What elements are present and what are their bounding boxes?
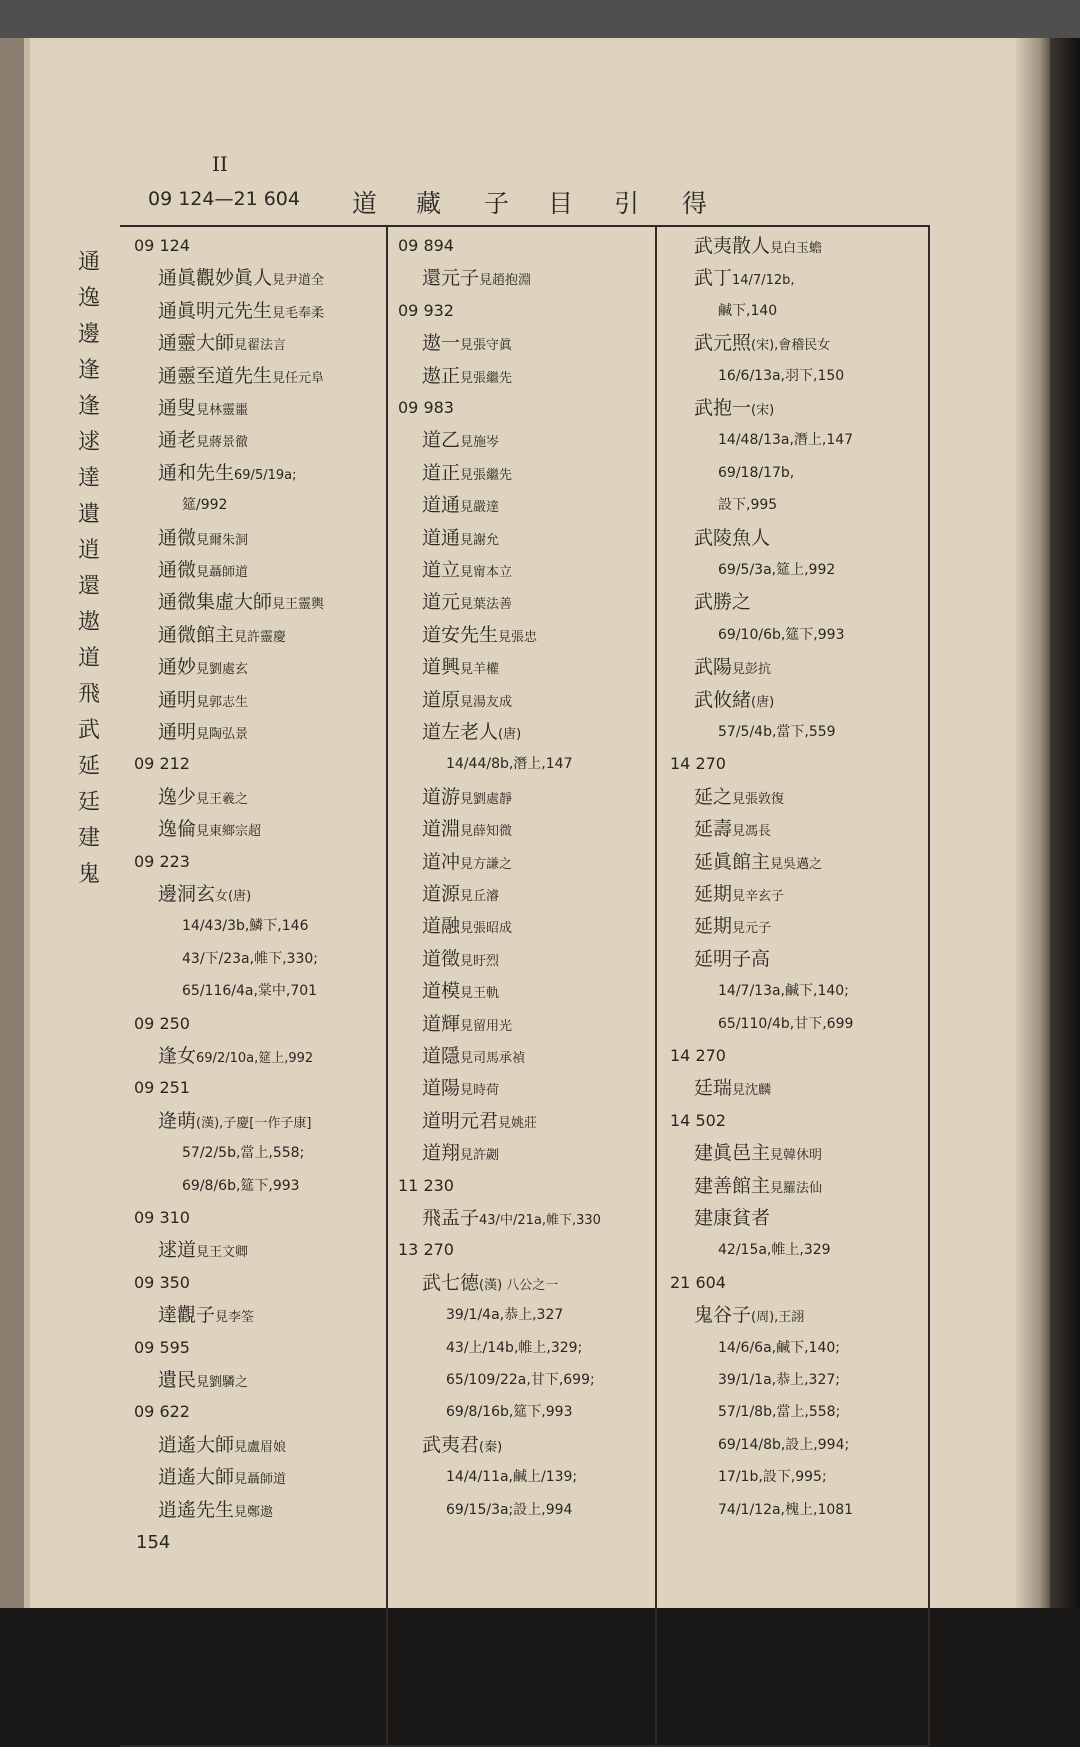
name-entry <box>422 1074 499 1102</box>
page-left-edge-inner <box>24 38 30 1608</box>
entry-name: 逍遙大師 <box>158 1433 235 1456</box>
entry-name: 延明子高 <box>694 947 771 970</box>
entry-note: (漢),子慶[一作子康] <box>196 1115 312 1131</box>
entry-name: 逍遙大師 <box>158 1466 235 1489</box>
reference-line: 42/15a,帷上,329 <box>718 1242 831 1259</box>
entry-name: 邊洞玄 <box>158 883 216 905</box>
entry-note: 69/5/19a; <box>234 467 297 483</box>
entry-name: 鬼谷子 <box>694 1304 752 1327</box>
entry-note: 見王軌 <box>460 986 500 1002</box>
name-entry <box>694 783 784 811</box>
entry-note: 見羅法仙 <box>770 1180 823 1196</box>
entry-note: 見陶弘景 <box>196 727 249 742</box>
name-entry <box>422 491 499 519</box>
name-entry <box>422 362 512 390</box>
entry-name: 通眞明元先生 <box>158 299 273 322</box>
reference-line: 69/8/6b,筵下,993 <box>182 1177 300 1194</box>
entry-note: 見盱烈 <box>460 953 500 969</box>
index-char: 逢 <box>77 358 100 383</box>
name-entry <box>422 329 512 357</box>
name-entry <box>158 264 324 292</box>
entry-note: 見張繼先 <box>460 467 513 483</box>
entry-note: 見聶師道 <box>196 565 249 580</box>
title-char: 道 <box>352 189 378 218</box>
name-entry <box>158 1236 248 1264</box>
entry-note: 見郭志生 <box>196 694 249 710</box>
frame-right-rule <box>928 225 930 1747</box>
name-entry <box>158 880 251 908</box>
name-entry <box>422 880 499 908</box>
entry-note: 見馮長 <box>732 824 772 840</box>
page-number: 154 <box>136 1532 171 1553</box>
page-gutter-shade <box>1016 38 1050 1608</box>
entry-name: 道安先生 <box>422 623 499 646</box>
reference-line: 57/2/5b,當上,558; <box>182 1145 305 1162</box>
name-entry <box>694 653 771 681</box>
entry-name: 道乙 <box>422 429 461 452</box>
reference-line: 69/14/8b,設上,994; <box>718 1436 850 1453</box>
code-heading: 13 270 <box>398 1240 454 1260</box>
name-entry <box>694 912 771 940</box>
entry-note: 見張昭成 <box>460 921 513 937</box>
entry-note: 見蔣景徹 <box>196 435 249 451</box>
name-entry <box>694 1301 804 1329</box>
entry-note: 見林靈噩 <box>196 403 249 418</box>
entry-note: 見鄭遨 <box>234 1504 274 1520</box>
entry-note: 見劉處靜 <box>460 791 513 807</box>
reference-line: 17/1b,設下,995; <box>718 1469 827 1486</box>
reference-line: 43/下/23a,帷下,330; <box>182 950 318 967</box>
entry-note: 見趙抱淵 <box>479 273 532 289</box>
entry-name: 道融 <box>422 915 461 938</box>
entry-note: 見聶師道 <box>234 1472 287 1488</box>
name-entry <box>422 1204 601 1232</box>
name-entry <box>694 1172 822 1200</box>
column-rule-1 <box>386 225 388 1745</box>
index-char: 還 <box>77 574 100 599</box>
reference-line: 57/1/8b,當上,558; <box>718 1404 841 1421</box>
entry-note: 14/7/12b, <box>732 273 795 289</box>
entry-name: 武陽 <box>694 656 733 679</box>
name-entry <box>694 848 822 876</box>
name-entry <box>694 394 774 422</box>
entry-note: 見施岑 <box>460 435 500 451</box>
header-range: 09 124—21 604 <box>148 188 300 210</box>
reference-line: 69/18/17b, <box>718 464 795 481</box>
name-entry <box>422 588 512 616</box>
page-label: II <box>212 152 228 176</box>
index-char: 逑 <box>77 430 100 455</box>
index-char: 遨 <box>77 610 100 635</box>
reference-line: 65/110/4b,甘下,699 <box>718 1015 854 1032</box>
name-entry <box>158 459 296 487</box>
entry-note: 見爾朱洞 <box>196 532 249 548</box>
code-heading: 09 622 <box>134 1402 190 1422</box>
name-entry <box>158 362 324 390</box>
entry-name: 遺民 <box>158 1369 197 1391</box>
reference-line: 69/8/16b,筵下,993 <box>446 1404 573 1421</box>
name-entry <box>158 1431 286 1459</box>
name-entry <box>694 329 830 357</box>
name-entry <box>422 783 512 811</box>
entry-name: 道陽 <box>422 1077 461 1100</box>
entry-note: 43/中/21a,帷下,330 <box>479 1213 601 1228</box>
entry-name: 延之 <box>694 785 733 808</box>
entry-name: 通眞觀妙眞人 <box>158 267 273 290</box>
name-entry <box>158 426 248 454</box>
reference-line: 14/43/3b,鱗下,146 <box>182 918 309 935</box>
index-char: 逍 <box>77 538 100 563</box>
entry-note: 見甯本立 <box>460 565 513 580</box>
entry-name: 道徵 <box>422 947 461 970</box>
index-char: 逸 <box>77 286 100 311</box>
code-heading: 09 932 <box>398 300 454 320</box>
name-entry <box>158 297 324 325</box>
entry-note: 見東鄉宗超 <box>196 824 262 840</box>
code-heading: 09 983 <box>398 398 454 417</box>
entry-note: 見張敦復 <box>732 791 785 807</box>
name-entry <box>158 1366 248 1394</box>
entry-name: 道正 <box>422 461 461 484</box>
index-char: 武 <box>77 718 100 743</box>
entry-note: 見任元阜 <box>272 370 325 386</box>
code-heading: 09 310 <box>134 1208 190 1227</box>
entry-note: 見元子 <box>732 921 772 937</box>
entry-note: 見吳邁之 <box>770 856 823 872</box>
name-entry <box>422 945 499 973</box>
entry-name: 道隱 <box>422 1045 461 1067</box>
name-entry <box>422 524 499 552</box>
entry-name: 通老 <box>158 429 197 452</box>
entry-note: 見尹道全 <box>272 273 325 289</box>
reference-line: 65/109/22a,甘下,699; <box>446 1372 595 1388</box>
entry-name: 遨一 <box>422 332 461 355</box>
entry-name: 延壽 <box>694 818 733 841</box>
entry-note: 見張繼先 <box>460 370 513 386</box>
entry-note: 見司馬承禎 <box>460 1051 526 1066</box>
reference-line: 69/10/6b,筵下,993 <box>718 626 845 643</box>
index-char: 延 <box>77 754 100 779</box>
entry-note: 見劉驎之 <box>196 1375 249 1390</box>
entry-name: 道淵 <box>422 818 461 841</box>
index-char: 邊 <box>77 322 100 347</box>
entry-name: 通明 <box>158 688 197 711</box>
entry-name: 道冲 <box>422 850 461 873</box>
title-char: 藏 <box>416 189 442 218</box>
reference-line: 43/上/14b,帷上,329; <box>446 1339 583 1356</box>
reference-line: 69/15/3a;設上,994 <box>446 1501 573 1518</box>
entry-name: 廷瑞 <box>694 1077 733 1100</box>
entry-name: 通微集虛大師 <box>158 591 273 614</box>
name-entry <box>422 1107 537 1135</box>
entry-note: (秦) <box>479 1439 503 1455</box>
name-entry <box>422 556 512 584</box>
entry-name: 道原 <box>422 688 461 711</box>
entry-note: 見李筌 <box>215 1310 255 1326</box>
entry-note: 見許靈慶 <box>234 629 287 645</box>
title-char: 子 <box>484 189 510 218</box>
name-entry <box>694 686 774 714</box>
entry-name: 建善館主 <box>694 1174 771 1197</box>
index-char: 飛 <box>77 682 100 707</box>
name-entry <box>694 1074 771 1102</box>
name-entry <box>694 945 770 973</box>
entry-name: 達觀子 <box>158 1304 216 1327</box>
index-char: 鬼 <box>77 862 100 887</box>
entry-note: (宋),會稽民女 <box>751 338 831 354</box>
entry-note: 女(唐) <box>215 889 252 904</box>
entry-name: 道模 <box>422 980 461 1003</box>
entry-name: 通微 <box>158 526 197 549</box>
name-entry <box>422 1139 499 1167</box>
index-char: 廷 <box>77 790 100 815</box>
name-entry <box>158 1042 313 1070</box>
entry-name: 延眞館主 <box>694 850 771 873</box>
name-entry <box>158 524 248 552</box>
name-entry <box>422 912 512 940</box>
reference-line: 設下,995 <box>718 497 778 514</box>
reference-line: 39/1/4a,恭上,327 <box>446 1307 564 1324</box>
code-heading: 09 212 <box>134 754 190 774</box>
entry-name: 道興 <box>422 656 461 679</box>
entry-name: 武夷君 <box>422 1433 480 1456</box>
page-left-edge <box>0 38 24 1608</box>
name-entry <box>158 653 248 681</box>
entry-note: 見方謙之 <box>460 856 513 872</box>
entry-name: 逢女 <box>158 1045 197 1067</box>
index-char: 達 <box>77 466 100 491</box>
entry-name: 武元照 <box>694 332 752 355</box>
entry-name: 道元 <box>422 591 461 614</box>
reference-line: 57/5/4b,當下,559 <box>718 724 836 740</box>
entry-name: 逄萌 <box>158 1109 197 1132</box>
entry-note: 見留用光 <box>460 1018 513 1034</box>
name-entry <box>422 686 512 714</box>
reference-line: 74/1/12a,槐上,1081 <box>718 1501 854 1518</box>
name-entry <box>158 783 248 811</box>
name-entry <box>422 718 521 746</box>
reference-line: 65/116/4a,棠中,701 <box>182 983 318 1000</box>
code-heading: 14 502 <box>670 1110 726 1130</box>
name-entry <box>422 1269 558 1297</box>
entry-note: 見王靈輿 <box>272 597 325 613</box>
name-entry <box>422 653 499 681</box>
entry-name: 遨正 <box>422 364 461 387</box>
name-entry <box>422 459 512 487</box>
name-entry <box>694 232 822 260</box>
code-heading: 14 270 <box>670 754 726 774</box>
entry-name: 道明元君 <box>422 1109 499 1132</box>
entry-note: 見翟法言 <box>234 338 287 354</box>
code-heading: 09 124 <box>134 236 190 255</box>
entry-note: 見王羲之 <box>196 791 249 807</box>
entry-note: 見劉處玄 <box>196 662 249 678</box>
entry-note: 見薛知微 <box>460 824 513 840</box>
entry-name: 武七德 <box>422 1271 480 1294</box>
entry-name: 逸倫 <box>158 818 197 841</box>
entry-name: 道立 <box>422 559 461 581</box>
entry-name: 武抱一 <box>694 397 752 419</box>
entry-note: (宋) <box>751 403 775 418</box>
code-heading: 14 270 <box>670 1046 726 1065</box>
name-entry <box>422 1431 502 1459</box>
entry-name: 道輝 <box>422 1012 461 1035</box>
entry-note: 見盧眉娘 <box>234 1439 287 1455</box>
name-entry <box>422 1010 512 1038</box>
entry-name: 道游 <box>422 785 461 808</box>
code-heading: 09 595 <box>134 1337 190 1357</box>
name-entry <box>422 621 537 649</box>
name-entry <box>422 264 531 292</box>
entry-note: 見羊權 <box>460 662 500 678</box>
entry-note: 見張守眞 <box>460 338 513 354</box>
name-entry <box>158 815 261 843</box>
entry-name: 通靈大師 <box>158 332 235 355</box>
name-entry <box>158 1301 254 1329</box>
entry-name: 武丁 <box>694 267 733 290</box>
entry-name: 武夷散人 <box>694 235 771 257</box>
title-char: 目 <box>548 189 574 218</box>
reference-line: 14/44/8b,潛上,147 <box>446 756 573 773</box>
name-entry <box>694 815 771 843</box>
entry-name: 武攸緒 <box>694 688 752 711</box>
index-char: 遺 <box>77 502 100 527</box>
entry-name: 逍遙先生 <box>158 1498 235 1521</box>
entry-name: 通明 <box>158 721 197 743</box>
entry-note: 見丘濬 <box>460 889 500 904</box>
entry-name: 通微館主 <box>158 623 235 646</box>
index-char: 道 <box>77 646 100 671</box>
entry-name: 道通 <box>422 494 461 517</box>
entry-note: (唐) <box>751 694 775 710</box>
entry-name: 還元子 <box>422 267 480 290</box>
name-entry <box>694 880 784 908</box>
entry-note: 69/2/10a,筵上,992 <box>196 1051 314 1066</box>
entry-name: 道通 <box>422 526 461 549</box>
entry-note: 見謝允 <box>460 532 500 548</box>
entry-note: 見姚莊 <box>498 1115 538 1131</box>
code-heading: 21 604 <box>670 1272 726 1292</box>
entry-name: 飛盂子 <box>422 1207 480 1229</box>
name-entry <box>694 264 795 292</box>
title-char: 引 <box>614 189 640 218</box>
index-char: 建 <box>77 826 100 851</box>
reference-line: 14/4/11a,鹹上/139; <box>446 1469 578 1486</box>
entry-name: 通靈至道先生 <box>158 364 273 387</box>
code-heading: 09 223 <box>134 851 190 871</box>
name-entry <box>422 977 499 1005</box>
name-entry <box>694 524 770 552</box>
reference-line: 14/6/6a,鹹下,140; <box>718 1339 840 1356</box>
reference-line: 39/1/1a,恭上,327; <box>718 1372 840 1388</box>
name-entry <box>694 1139 822 1167</box>
name-entry <box>158 394 248 422</box>
entry-name: 延期 <box>694 915 733 938</box>
entry-name: 通微 <box>158 559 197 581</box>
entry-note: 見毛奉柔 <box>272 305 325 321</box>
entry-name: 道翔 <box>422 1142 461 1165</box>
entry-note: 見嚴達 <box>460 500 500 516</box>
entry-name: 道源 <box>422 883 461 905</box>
reference-line: 69/5/3a,筵上,992 <box>718 562 836 578</box>
index-char: 逢 <box>77 394 100 419</box>
entry-note: (漢) 八公之一 <box>479 1277 559 1293</box>
entry-note: (唐) <box>498 727 522 742</box>
name-entry <box>158 686 248 714</box>
code-heading: 09 894 <box>398 236 454 255</box>
name-entry <box>422 1042 525 1070</box>
code-heading: 09 251 <box>134 1078 190 1098</box>
name-entry <box>158 621 286 649</box>
entry-name: 武陵魚人 <box>694 526 771 549</box>
name-entry <box>422 848 512 876</box>
name-entry <box>158 1496 273 1524</box>
title-char: 得 <box>682 189 708 218</box>
entry-note: 見彭抗 <box>732 662 772 678</box>
entry-name: 延期 <box>694 883 733 905</box>
entry-name: 道左老人 <box>422 721 499 743</box>
entry-note: 見葉法善 <box>460 597 513 613</box>
entry-note: 見沈麟 <box>732 1083 772 1099</box>
name-entry <box>158 556 248 584</box>
entry-name: 逑道 <box>158 1239 197 1262</box>
entry-note: 見許劌 <box>460 1148 500 1164</box>
name-entry <box>158 1107 311 1135</box>
column-rule-2 <box>655 225 657 1745</box>
entry-note: 見張忠 <box>498 629 538 645</box>
entry-note: 見時荷 <box>460 1083 500 1099</box>
entry-name: 通叟 <box>158 397 197 419</box>
reference-line: 筵/992 <box>182 497 228 514</box>
index-char: 通 <box>77 250 100 275</box>
name-entry <box>158 329 286 357</box>
entry-name: 通妙 <box>158 656 197 679</box>
entry-note: 見湯友成 <box>460 694 513 710</box>
name-entry <box>158 718 248 746</box>
name-entry <box>158 1463 286 1491</box>
name-entry <box>694 1204 770 1232</box>
entry-note: 見韓休明 <box>770 1148 823 1164</box>
code-heading: 09 250 <box>134 1013 190 1033</box>
code-heading: 09 350 <box>134 1272 190 1292</box>
entry-name: 逸少 <box>158 785 197 808</box>
book-spine <box>1050 38 1080 1608</box>
code-heading: 11 230 <box>398 1175 454 1195</box>
reference-line: 14/48/13a,潛上,147 <box>718 432 854 449</box>
entry-name: 建康貧者 <box>694 1207 771 1229</box>
entry-note: 見王文卿 <box>196 1245 249 1261</box>
reference-line: 鹹下,140 <box>718 302 778 319</box>
name-entry <box>158 588 324 616</box>
reference-line: 14/7/13a,鹹下,140; <box>718 983 849 1000</box>
name-entry <box>422 815 512 843</box>
character-index <box>72 245 106 893</box>
entry-name: 通和先生 <box>158 461 235 484</box>
top-bar <box>0 0 1080 38</box>
name-entry <box>694 588 751 616</box>
name-entry <box>422 426 499 454</box>
entry-name: 建眞邑主 <box>694 1142 771 1165</box>
entry-name: 武勝之 <box>694 591 752 614</box>
entry-note: 見白玉蟾 <box>770 241 823 256</box>
entry-note: 見辛玄子 <box>732 889 785 904</box>
entry-note: (周),王詡 <box>751 1310 805 1326</box>
reference-line: 16/6/13a,羽下,150 <box>718 367 845 384</box>
